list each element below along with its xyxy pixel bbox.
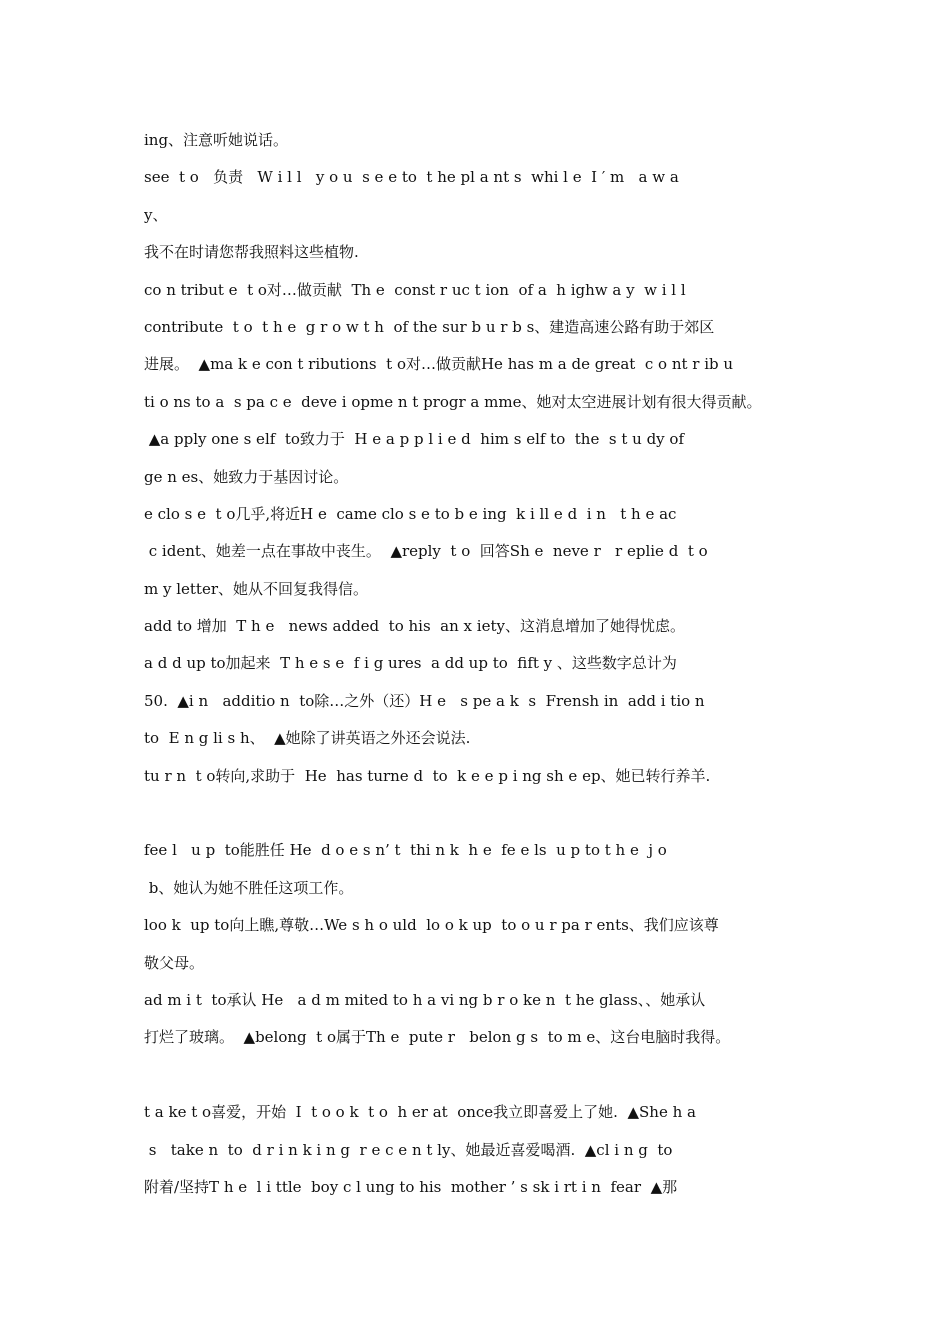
text-line: y、 <box>144 205 168 224</box>
blank-line <box>144 1057 824 1094</box>
document-body <box>144 122 824 1206</box>
text-line: to E n g li s h、 ▲她除了讲英语之外还会说法. <box>144 729 471 748</box>
text-line: co n tribut e t o对…做贡献 Th e const r uc t ion of a h ighw a y w i l l <box>144 280 686 299</box>
text-line: 敬父母。 <box>144 953 205 972</box>
text-line: b、她认为她不胜任这项工作。 <box>144 878 354 897</box>
text-line: 打烂了玻璃。 ▲belong t o属于Th e pute r belon g s to m e、这台电脑时我得。 <box>144 1028 731 1047</box>
text-line: c ident、她差一点在事故中丧生。 ▲reply t o 回答Sh e neve r r eplie d t o <box>144 542 708 561</box>
text-line: m y letter、她从不回复我得信。 <box>144 579 369 598</box>
text-line: ▲a pply one s elf to致力于 H e a p p l i e d him s elf to the s t u dy of <box>144 430 685 449</box>
text-line: add to 增加 T h e news added to his an x iety、这消息增加了她得忧虑。 <box>144 617 685 636</box>
text-line: tu r n t o转向,求助于 He has turne d to k e e p i ng sh e ep、她已转行养羊. <box>144 766 711 785</box>
text-line: 我不在时请您帮我照料这些植物. <box>144 243 359 262</box>
text-line: e clo s e t o几乎,将近H e came clo s e to b e ing k i ll e d i n t h e ac <box>144 504 677 523</box>
text-line: t a ke t o喜爱，开始 I t o o k t o h er at once我立即喜爱上了她. ▲She h a <box>144 1103 696 1122</box>
text-line: ge n es、她致力于基因讨论。 <box>144 467 349 486</box>
text-line: loo k up to向上瞧,尊敬…We s h o uld lo o k up to o u r pa r ents、我们应该尊 <box>144 916 719 935</box>
text-line: 50. ▲i n additio n to除…之外（还）H e s pe a k s Frensh in add i tio n <box>144 691 705 710</box>
text-line: 进展。 ▲ma k e con t ributions t o对…做贡献He has m a de great c o nt r ib u <box>144 355 734 374</box>
blank-line <box>144 795 824 832</box>
text-line: fee l u p to能胜任 He d o e s n’ t thi n k h e fe e ls u p to t h e j o <box>144 841 667 860</box>
text-line: a d d up to加起来 T h e s e f i g ures a dd up to fift y 、这些数字总计为 <box>144 654 677 673</box>
text-line: ad m i t to承认 He a d m mited to h a vi ng b r o ke n t he glass、、她承认 <box>144 990 706 1009</box>
text-line: ti o ns to a s pa c e deve i opme n t progr a mme、她对太空进展计划有很大得贡献。 <box>144 392 762 411</box>
text-line: 附着/坚持T h e l i ttle boy c l ung to his mother ’ s sk i rt i n fear ▲那 <box>144 1177 678 1196</box>
text-line: contribute t o t h e g r o w t h of the sur b u r b s、建造高速公路有助于郊区 <box>144 317 715 336</box>
text-line: see t o 负责 W i l l y o u s e e to t he pl a nt s whi l e I ′ m a w a <box>144 168 679 187</box>
text-line: s take n to d r i n k i n g r e c e n t ly、她最近喜爱喝酒. ▲cl i n g to <box>144 1140 673 1159</box>
text-line: ing、注意听她说话。 <box>144 131 289 149</box>
